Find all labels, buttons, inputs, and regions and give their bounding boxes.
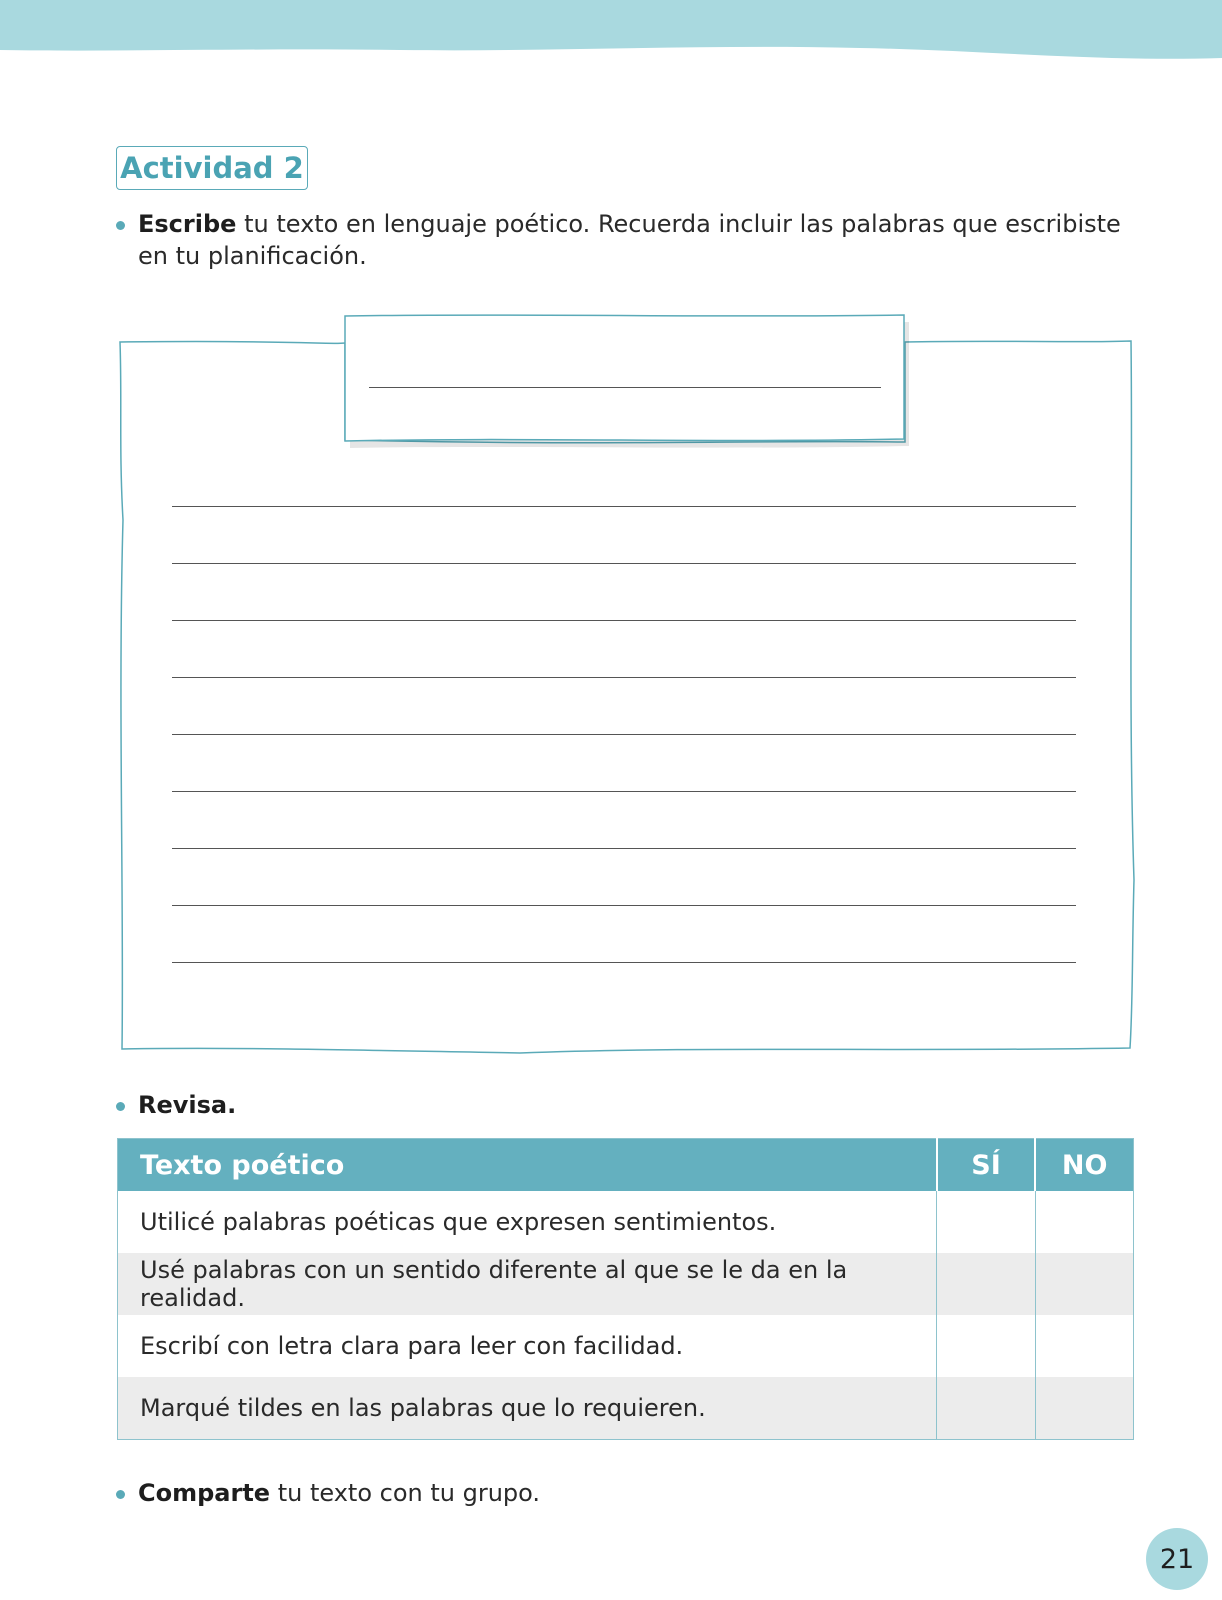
no-checkbox-cell[interactable] xyxy=(1035,1191,1133,1253)
instruction-write xyxy=(116,208,1126,272)
checklist-header: Texto poético xyxy=(118,1139,937,1192)
checklist-criterion: Usé palabras con un sentido diferente al que se le da en la realidad. xyxy=(118,1253,937,1315)
title-write-line[interactable] xyxy=(369,387,881,388)
yes-checkbox-cell[interactable] xyxy=(937,1315,1036,1377)
no-checkbox-cell[interactable] xyxy=(1035,1315,1133,1377)
write-line[interactable] xyxy=(172,506,1076,507)
yes-column-header: SÍ xyxy=(937,1139,1036,1192)
instruction-share-verb: Comparte xyxy=(138,1479,271,1507)
instruction-write-text: tu texto en lenguaje poético. Recuerda incluir las palabras que escribiste xyxy=(236,210,1121,238)
no-checkbox-cell[interactable] xyxy=(1035,1253,1133,1315)
review-label: Revisa. xyxy=(138,1091,237,1119)
instruction-share-text: tu texto con tu grupo. xyxy=(270,1479,541,1507)
checklist-row xyxy=(118,1377,1134,1440)
checklist-row xyxy=(118,1191,1134,1253)
write-line[interactable] xyxy=(172,563,1076,564)
write-line[interactable] xyxy=(172,962,1076,963)
page-number: 21 xyxy=(1146,1528,1208,1590)
instruction-write-verb: Escribe xyxy=(138,210,237,238)
no-column-header: NO xyxy=(1035,1139,1133,1192)
review-checklist xyxy=(117,1138,1134,1440)
checklist-criterion: Escribí con letra clara para leer con facilidad. xyxy=(118,1315,937,1377)
checklist-criterion: Marqué tildes en las palabras que lo requieren. xyxy=(118,1377,937,1440)
top-wave-decoration xyxy=(0,0,1222,64)
checklist-criterion: Utilicé palabras poéticas que expresen sentimientos. xyxy=(118,1191,937,1253)
yes-checkbox-cell[interactable] xyxy=(937,1377,1036,1440)
checklist-row xyxy=(118,1253,1134,1315)
bullet-icon xyxy=(116,221,125,230)
write-line[interactable] xyxy=(172,677,1076,678)
no-checkbox-cell[interactable] xyxy=(1035,1377,1133,1440)
bullet-icon xyxy=(116,1102,125,1111)
yes-checkbox-cell[interactable] xyxy=(937,1191,1036,1253)
yes-checkbox-cell[interactable] xyxy=(937,1253,1036,1315)
instruction-share xyxy=(116,1477,540,1509)
checklist-row xyxy=(118,1315,1134,1377)
write-line[interactable] xyxy=(172,791,1076,792)
bullet-icon xyxy=(116,1490,125,1499)
instruction-review xyxy=(116,1089,236,1121)
write-line[interactable] xyxy=(172,848,1076,849)
write-line[interactable] xyxy=(172,734,1076,735)
instruction-write-text-line2: en tu planificación. xyxy=(138,242,367,270)
write-line[interactable] xyxy=(172,620,1076,621)
activity-title: Actividad 2 xyxy=(116,146,308,190)
write-line[interactable] xyxy=(172,905,1076,906)
title-card xyxy=(345,315,909,448)
checklist-header-row xyxy=(118,1139,1134,1192)
